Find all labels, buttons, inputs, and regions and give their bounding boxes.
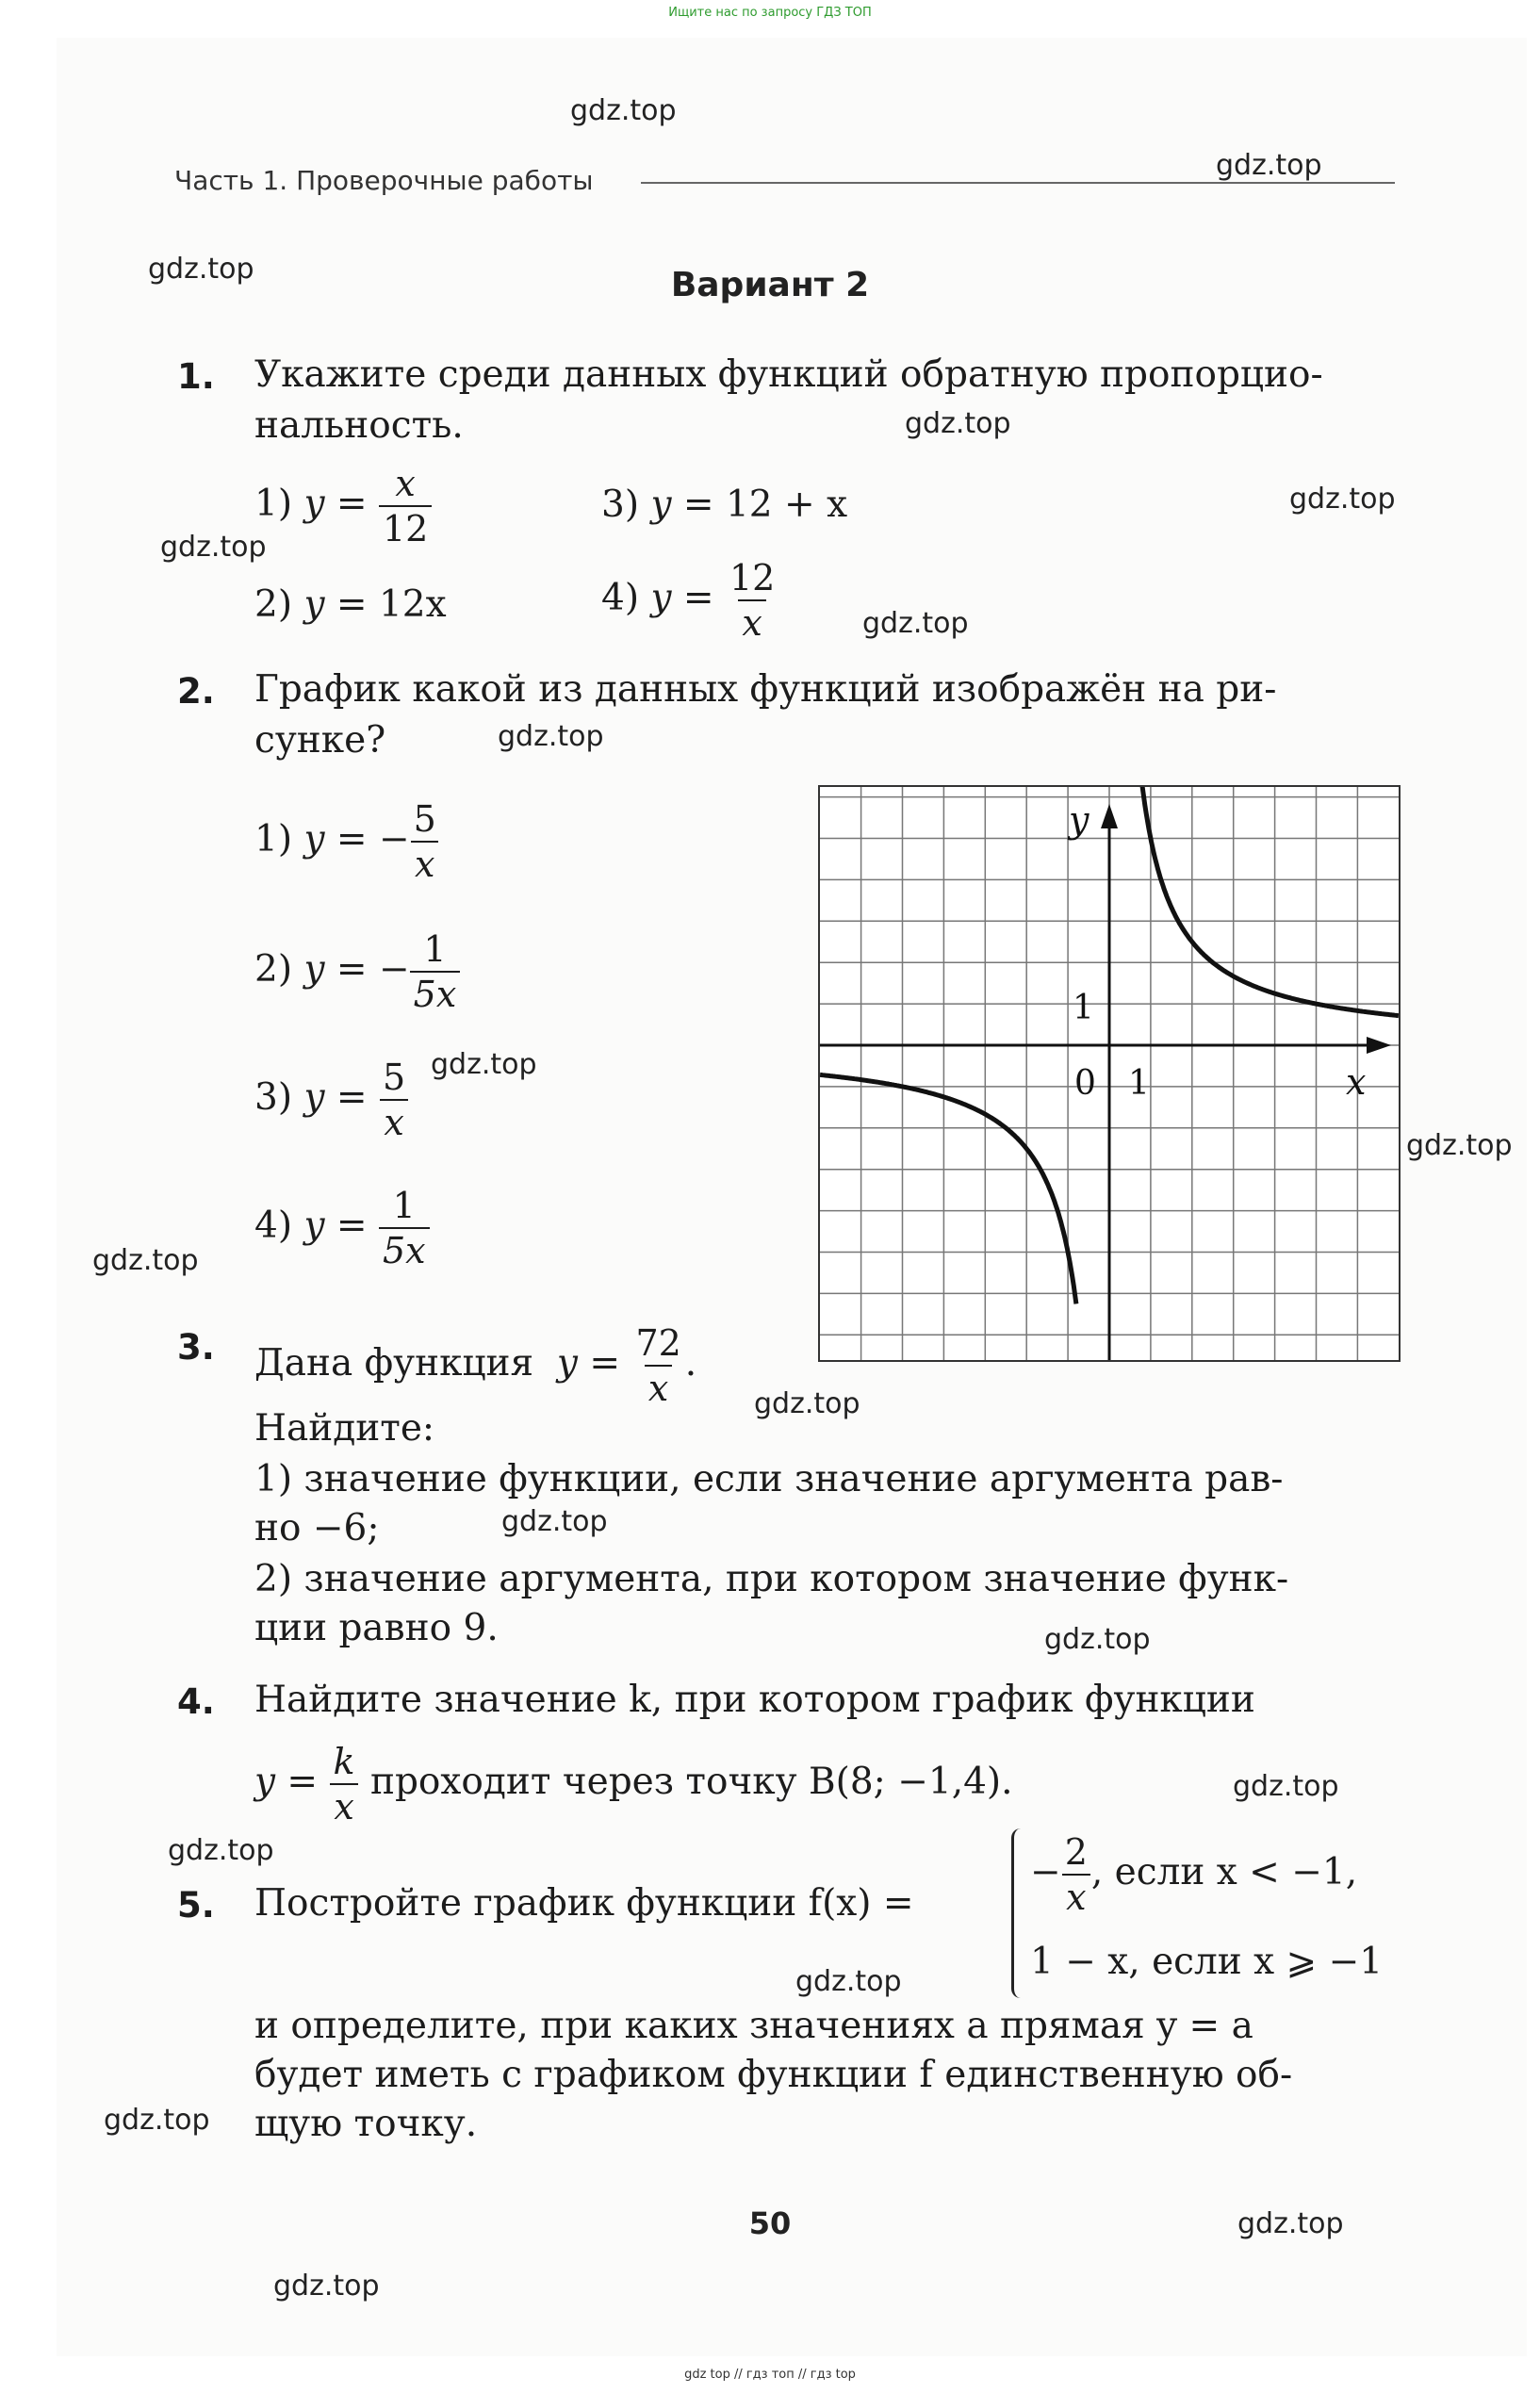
task1-option-1: 1) y = $\frac{x}{12}$ — [254, 462, 432, 550]
variant-title: Вариант 2 — [670, 266, 870, 304]
y-axis-label: y — [1069, 799, 1089, 841]
task2-option-2: 2) y = − $\frac{1}{5x}$ — [254, 927, 460, 1016]
watermark: gdz.top — [905, 407, 1011, 440]
fraction-numerator: 72 — [635, 1322, 681, 1364]
fraction-numerator: 1 — [392, 1185, 416, 1226]
option-label: 4) — [254, 1205, 293, 1247]
fraction — [631, 1321, 684, 1410]
option-expression: 12x — [378, 583, 447, 626]
fraction-numerator: 12 — [729, 557, 776, 598]
fraction — [726, 556, 778, 645]
task3-find: Найдите: — [254, 1407, 435, 1450]
task3-sub1-line1: 1) значение функции, если значение аргумента рав- — [254, 1458, 1284, 1500]
task-number: 3. — [177, 1327, 215, 1368]
fraction — [1061, 1830, 1091, 1919]
task1-option-4: 4) y = $\frac{12}{x}$ — [601, 556, 778, 645]
fraction — [379, 1184, 430, 1272]
fraction-denominator: x — [742, 602, 762, 644]
task2-option-3: 3) y = $\frac{5}{x}$ — [254, 1056, 409, 1144]
function-graph — [818, 785, 1401, 1362]
fraction-denominator: x — [334, 1786, 354, 1828]
watermark: gdz.top — [431, 1048, 537, 1081]
task2-text-line1: График какой из данных функций изображён на ри- — [254, 668, 1277, 711]
y-tick-label: 1 — [1073, 989, 1094, 1027]
watermark: gdz.top — [168, 1834, 274, 1867]
option-label: 1) — [254, 818, 293, 860]
option-label: 2) — [254, 583, 293, 626]
watermark: gdz.top — [1289, 483, 1396, 516]
watermark: gdz.top — [498, 720, 604, 753]
task3-lead: Дана функция — [254, 1342, 534, 1385]
task3-sub1-line2: но −6; — [254, 1507, 380, 1549]
task1-text-line2: нальность. — [254, 404, 464, 447]
watermark: gdz.top — [1406, 1129, 1513, 1162]
task5-text-line4: щую точку. — [254, 2103, 478, 2145]
task3-y: y = — [556, 1342, 621, 1385]
fraction-numerator: 5 — [382, 1057, 406, 1098]
watermark: gdz.top — [570, 94, 677, 127]
option-label: 1) — [254, 483, 293, 525]
watermark: gdz.top — [1237, 2207, 1344, 2240]
task5-case-2: 1 − x, если x ⩾ −1 — [1030, 1941, 1384, 1983]
task4-text-line2 — [254, 1740, 1013, 1828]
fraction — [410, 797, 440, 886]
task4-y: y = — [254, 1761, 319, 1803]
task2-option-1: 1) y = − $\frac{5}{x}$ — [254, 797, 440, 886]
hyperbola-branch-negative — [820, 1074, 1076, 1303]
task-number: 5. — [177, 1885, 215, 1926]
task-number: 1. — [177, 356, 215, 397]
fraction — [330, 1740, 359, 1828]
option-label: 3) — [254, 1076, 293, 1119]
fraction-numerator: 2 — [1064, 1831, 1088, 1873]
graph-canvas — [820, 787, 1399, 1360]
section-header: Часть 1. Проверочные работы — [174, 165, 594, 196]
bottom-banner[interactable]: gdz top // гдз топ // гдз top — [684, 2368, 856, 2382]
task-number: 2. — [177, 671, 215, 712]
task2-text-line2: сунке? — [254, 719, 386, 762]
fraction-denominator: 12 — [379, 505, 432, 550]
option-label: 2) — [254, 948, 293, 991]
option-label: 4) — [601, 577, 640, 619]
case-condition: , если x < −1, — [1090, 1851, 1358, 1893]
task3-statement — [254, 1321, 696, 1410]
fraction-denominator: x — [384, 1102, 404, 1143]
y-axis-arrow-icon — [1101, 804, 1118, 828]
task1-option-2: 2) y = 12x — [254, 583, 447, 626]
fraction-denominator: x — [1066, 1877, 1087, 1918]
fraction-denominator: 5x — [413, 974, 457, 1015]
watermark: gdz.top — [795, 1965, 902, 1998]
fraction — [410, 927, 461, 1016]
option-label: 3) — [601, 484, 640, 526]
task5-case-1 — [1030, 1830, 1357, 1919]
option-expression: 12 + x — [725, 484, 848, 526]
fraction-numerator: 5 — [413, 798, 436, 840]
fraction-numerator: k — [333, 1741, 355, 1782]
watermark: gdz.top — [862, 607, 969, 640]
top-banner[interactable]: Ищите нас по запросу ГДЗ ТОП — [668, 6, 872, 20]
watermark: gdz.top — [92, 1244, 199, 1277]
task2-option-4: 4) y = $\frac{1}{5x}$ — [254, 1184, 430, 1272]
minus-sign: − — [378, 818, 410, 860]
watermark: gdz.top — [501, 1505, 608, 1538]
watermark: gdz.top — [104, 2104, 210, 2137]
task4-point-text: проходит через точку B(8; −1,4). — [369, 1761, 1013, 1803]
watermark: gdz.top — [754, 1387, 860, 1420]
task-number: 4. — [177, 1681, 215, 1722]
fraction-denominator: x — [647, 1368, 669, 1409]
x-axis-arrow-icon — [1367, 1037, 1391, 1054]
fraction — [379, 1056, 409, 1144]
fraction-numerator: x — [395, 463, 416, 504]
task5-text-line2: и определите, при каких значениях a прямая y = a — [254, 2005, 1253, 2047]
x-axis-label: x — [1346, 1061, 1367, 1103]
minus-sign: − — [378, 948, 410, 991]
watermark: gdz.top — [1233, 1770, 1339, 1803]
watermark: gdz.top — [160, 531, 267, 564]
minus-sign: − — [1030, 1851, 1061, 1893]
watermark: gdz.top — [1044, 1623, 1151, 1656]
fraction — [379, 462, 432, 550]
origin-label: 0 — [1074, 1064, 1096, 1103]
task3-period: . — [684, 1342, 697, 1385]
watermark: gdz.top — [273, 2270, 380, 2303]
fraction-denominator: 5x — [382, 1230, 426, 1271]
header-rule — [641, 182, 1395, 184]
task3-sub2-line2: ции равно 9. — [254, 1607, 499, 1649]
hyperbola-branch-positive — [1142, 787, 1399, 1016]
watermark: gdz.top — [1216, 149, 1322, 182]
task5-text-line3: будет иметь с графиком функции f единственную об- — [254, 2054, 1293, 2096]
task5-lead: Постройте график функции f(x) = — [254, 1882, 914, 1925]
task1-text-line1: Укажите среди данных функций обратную пропорцио- — [254, 353, 1323, 396]
task4-text-line1: Найдите значение k, при котором график функции — [254, 1679, 1255, 1721]
page-number: 50 — [748, 2205, 792, 2241]
watermark: gdz.top — [148, 253, 254, 286]
task1-option-3: 3) y = 12 + x — [601, 484, 848, 526]
piecewise-brace — [1011, 1828, 1027, 1998]
x-tick-label: 1 — [1128, 1064, 1150, 1103]
task3-sub2-line1: 2) значение аргумента, при котором значение функ- — [254, 1558, 1289, 1600]
fraction-denominator: x — [415, 844, 435, 885]
fraction-numerator: 1 — [423, 928, 447, 970]
